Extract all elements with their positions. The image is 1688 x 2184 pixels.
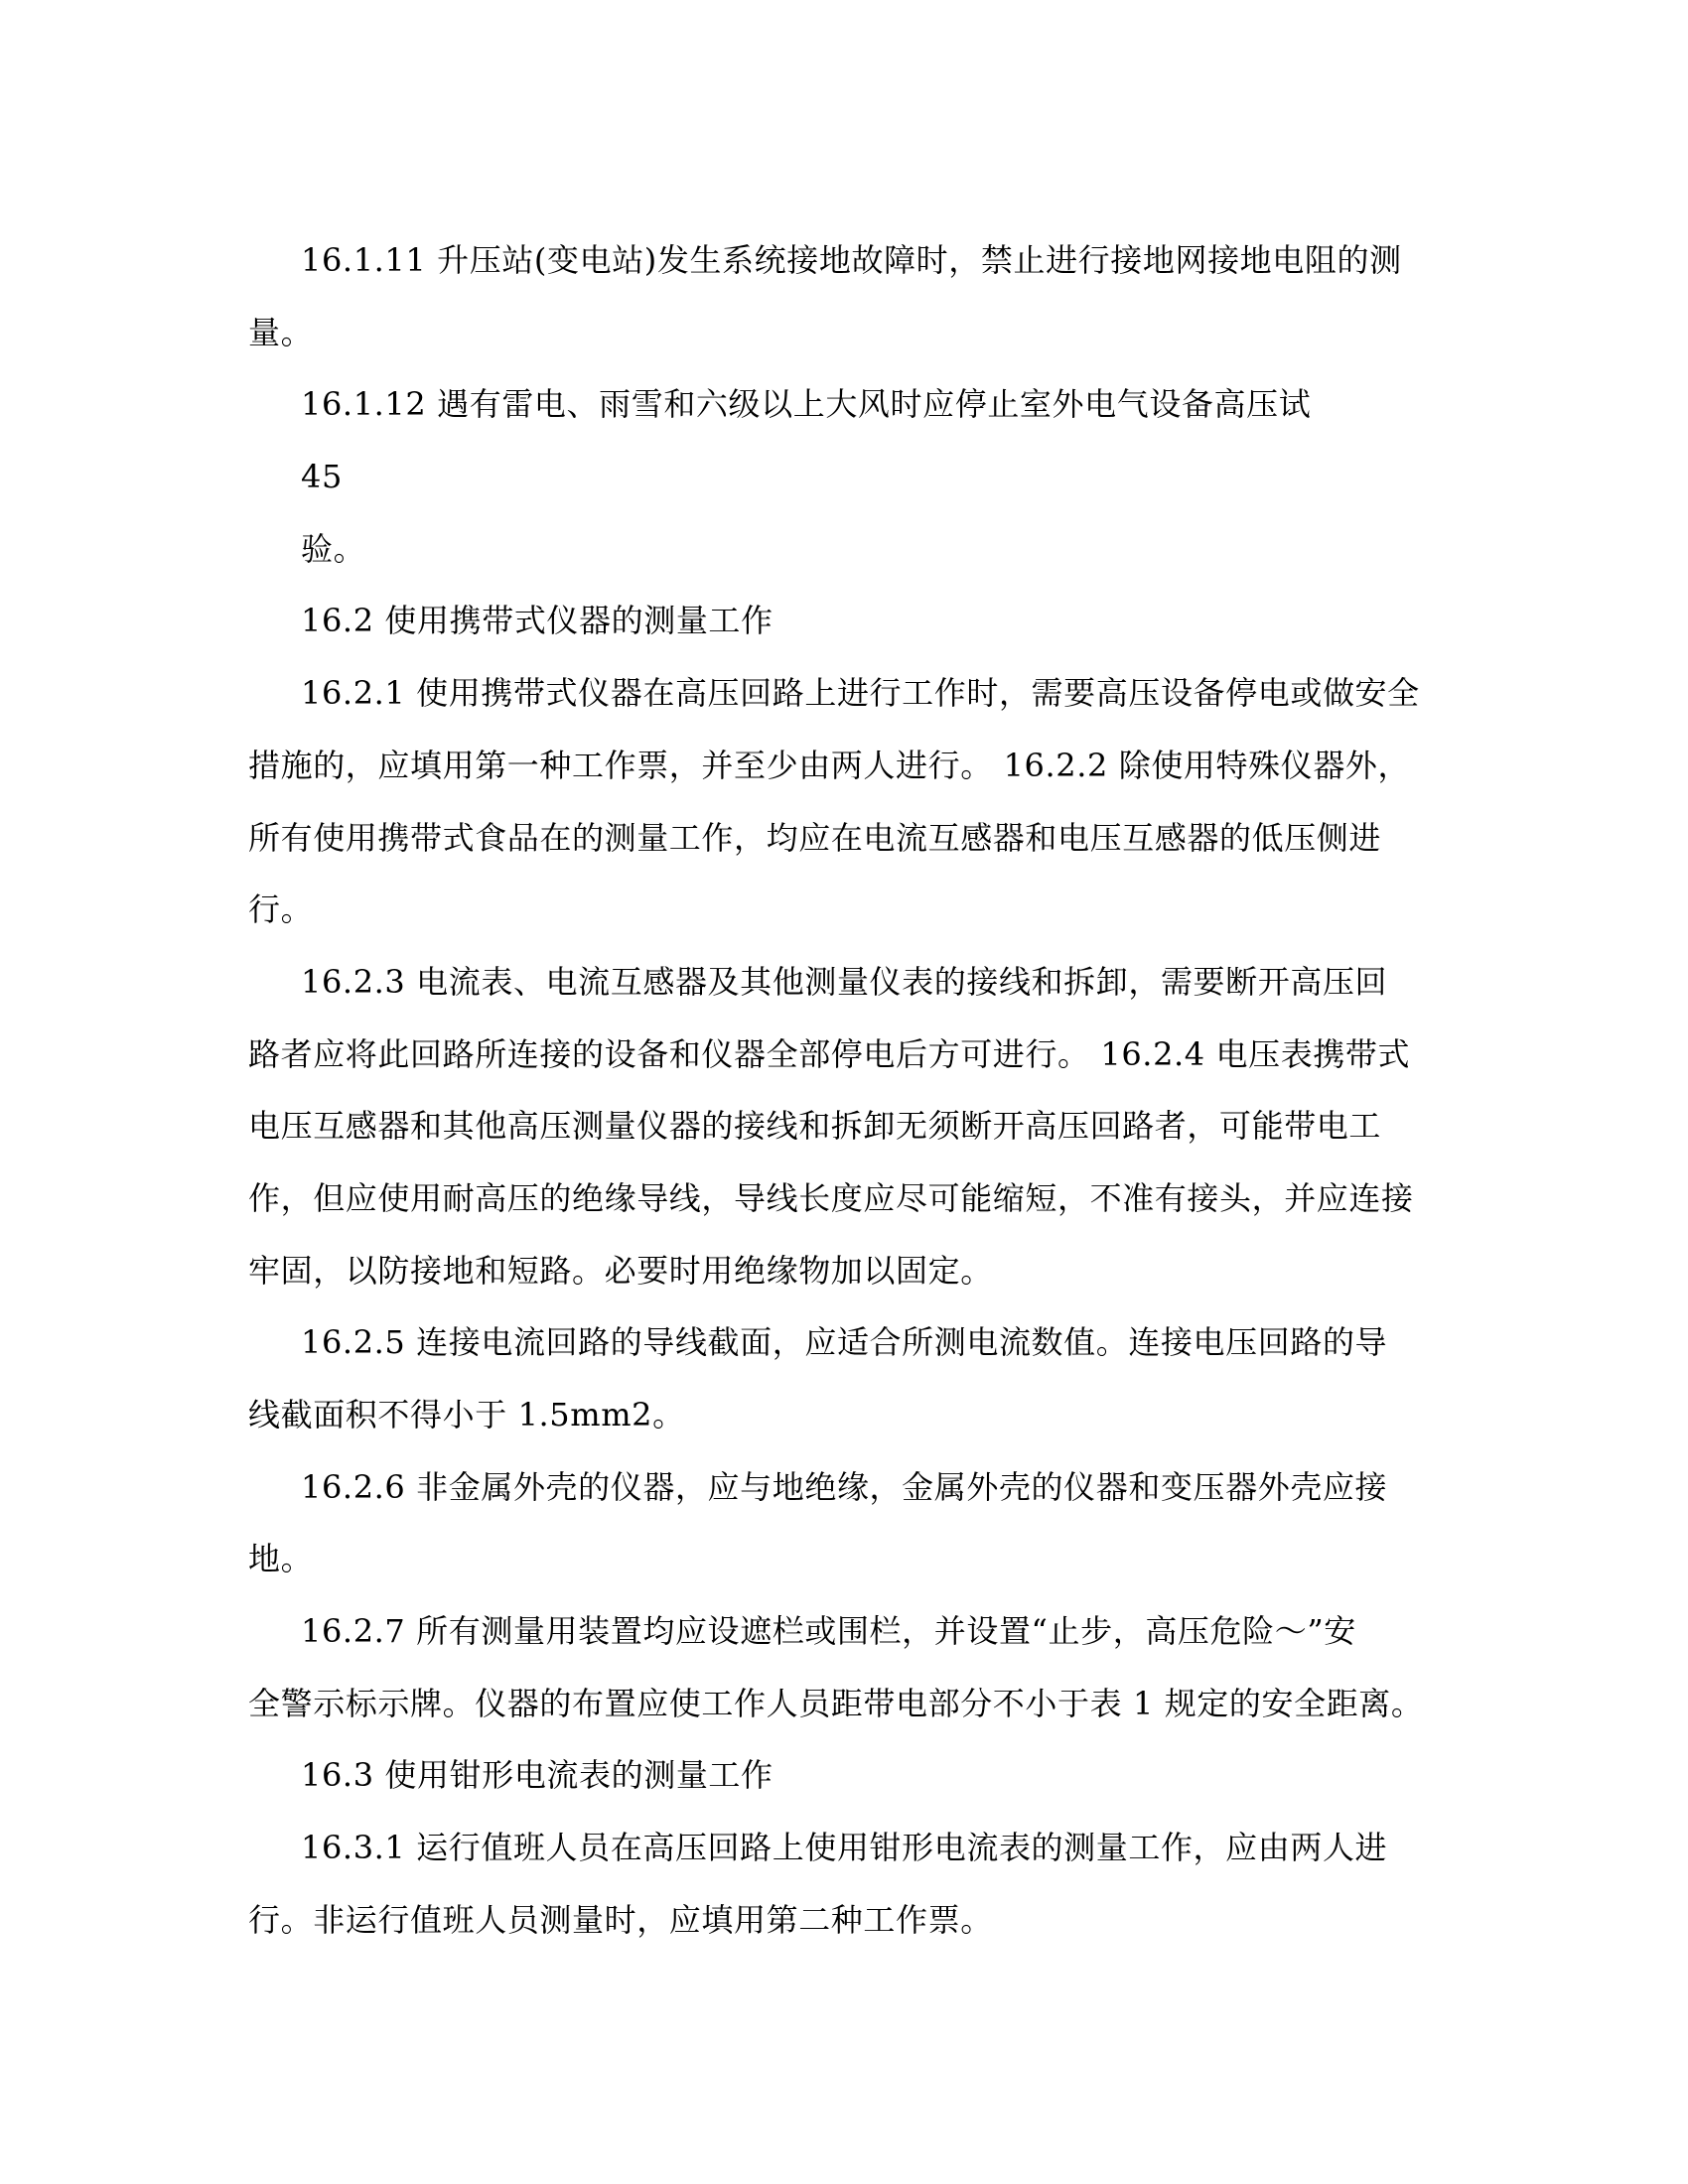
text-line-21: 全警示标示牌。仪器的布置应使工作人员距带电部分不小于表 1 规定的安全距离。 <box>248 1684 1424 1722</box>
section-heading-16-2: 16.2 使用携带式仪器的测量工作 <box>301 602 774 640</box>
text-line-15: 牢固，以防接地和短路。必要时用绝缘物加以固定。 <box>248 1251 993 1290</box>
document-body <box>248 224 1470 1957</box>
text-line-10: 行。 <box>248 890 314 929</box>
text-line-5: 验。 <box>301 529 366 568</box>
text-line-7: 16.2.1 使用携带式仪器在高压回路上进行工作时，需要高压设备停电或做安全 <box>301 674 1420 713</box>
text-line-16: 16.2.5 连接电流回路的导线截面，应适合所测电流数值。连接电压回路的导 <box>301 1323 1388 1362</box>
text-line-11: 16.2.3 电流表、电流互感器及其他测量仪表的接线和拆卸，需要断开高压回 <box>301 962 1388 1001</box>
page-number: 45 <box>301 458 343 496</box>
text-line-20: 16.2.7 所有测量用装置均应设遮栏或围栏，并设置“止步，高压危险～”安 <box>301 1612 1356 1651</box>
text-line-14: 作，但应使用耐高压的绝缘导线，导线长度应尽可能缩短，不准有接头，并应连接 <box>248 1178 1414 1217</box>
text-line-17: 线截面积不得小于 1.5mm2。 <box>248 1396 685 1433</box>
text-line-23: 16.3.1 运行值班人员在高压回路上使用钳形电流表的测量工作，应由两人进 <box>301 1829 1388 1867</box>
text-line-13: 电压互感器和其他高压测量仪器的接线和拆卸无须断开高压回路者，可能带电工 <box>248 1107 1382 1146</box>
text-line-18: 16.2.6 非金属外壳的仪器，应与地绝缘，金属外壳的仪器和变压器外壳应接 <box>301 1467 1388 1506</box>
text-line-1: 16.1.11 升压站(变电站)发生系统接地故障时，禁止进行接地网接地电阻的测 <box>301 241 1402 279</box>
section-heading-16-3: 16.3 使用钳形电流表的测量工作 <box>301 1756 774 1795</box>
text-line-2: 量。 <box>248 313 314 351</box>
text-line-8: 措施的，应填用第一种工作票，并至少由两人进行。 16.2.2 除使用特殊仪器外， <box>248 746 1411 784</box>
text-line-19: 地。 <box>248 1540 314 1578</box>
text-line-24: 行。非运行值班人员测量时，应填用第二种工作票。 <box>248 1900 993 1939</box>
text-line-3: 16.1.12 遇有雷电、雨雪和六级以上大风时应停止室外电气设备高压试 <box>301 385 1312 424</box>
text-line-9: 所有使用携带式食品在的测量工作，均应在电流互感器和电压互感器的低压侧进 <box>248 818 1382 857</box>
text-line-12: 路者应将此回路所连接的设备和仪器全部停电后方可进行。 16.2.4 电压表携带式 <box>248 1034 1411 1073</box>
